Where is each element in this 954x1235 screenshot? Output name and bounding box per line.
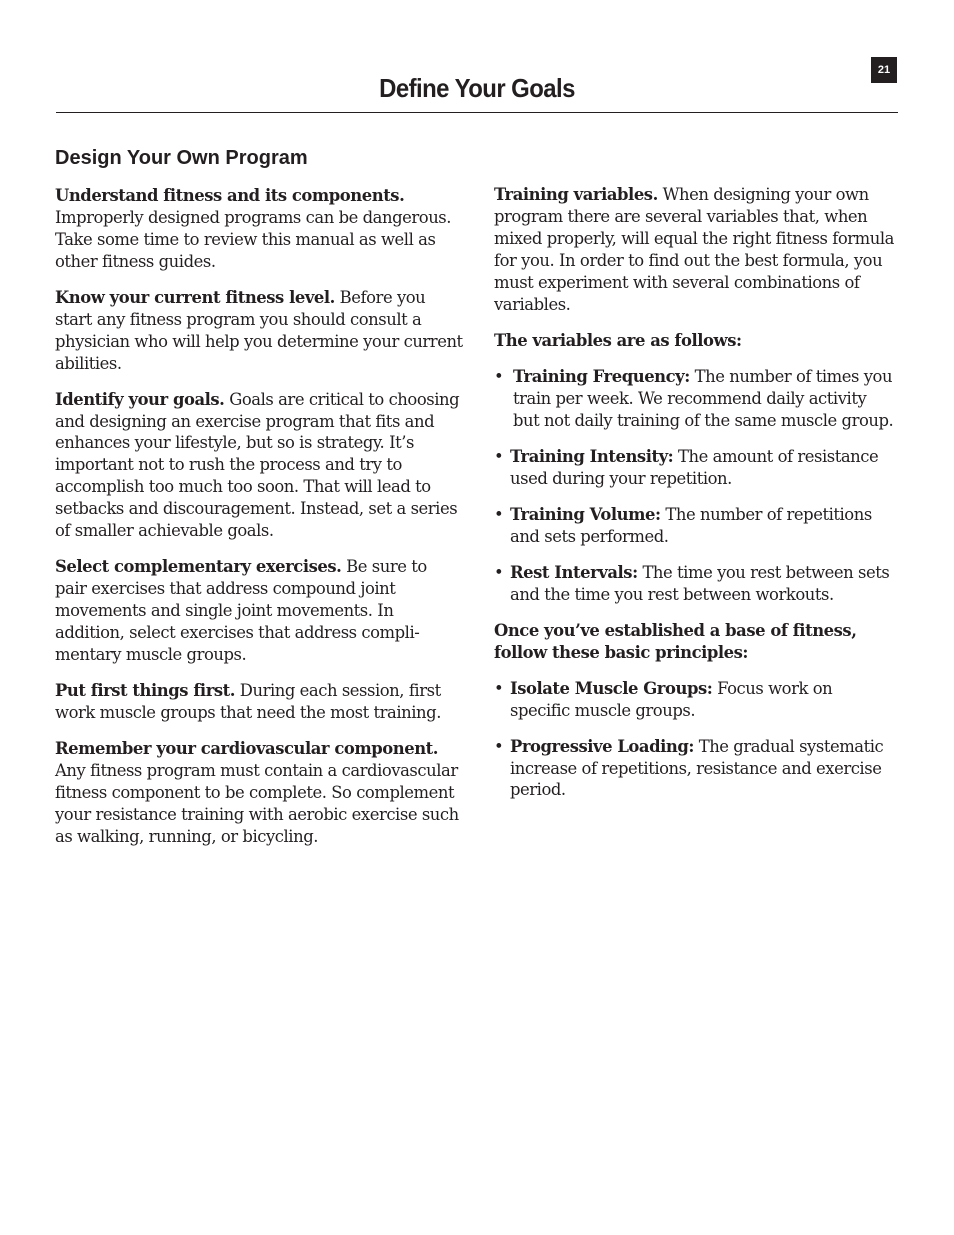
paragraph-text: Improperly designed programs can be dangerous. Take some time to review this manual as well as other fitness guides. xyxy=(55,207,452,271)
paragraph-training-variables xyxy=(494,184,894,315)
paragraph-lead: Remember your cardiovascular component. xyxy=(55,738,439,758)
bullet-marker: • xyxy=(494,562,504,582)
paragraph-lead: Know your current fitness level. xyxy=(55,287,335,307)
bullet-marker: • xyxy=(494,366,504,386)
bullet-item-training-intensity xyxy=(494,446,894,490)
paragraph-lead: Identify your goals. xyxy=(55,389,225,409)
bullet-text: The gradual systematic increase of repetitions, resistance and exercise period. xyxy=(510,736,884,800)
page-number: 21 xyxy=(871,57,897,83)
paragraph-first-things-first xyxy=(55,680,463,724)
bullet-term: Progressive Loading: xyxy=(510,736,694,756)
principles-heading: Once you’ve established a base of fitness, follow these basic principles: xyxy=(494,620,857,662)
bullet-text: The amount of resistance used during your repetition. xyxy=(510,446,879,488)
bullet-item-training-frequency xyxy=(494,366,894,432)
bullet-term: Training Intensity: xyxy=(510,446,674,466)
paragraph-text: During each session, first work muscle groups that need the most training. xyxy=(55,680,441,722)
bullet-text: Focus work on specific muscle groups. xyxy=(510,678,833,720)
section-heading: Design Your Own Program xyxy=(55,147,308,169)
bullet-item-isolate-muscle-groups xyxy=(494,678,894,722)
paragraph-lead: Select complementary exercises. xyxy=(55,557,342,577)
paragraph-cardiovascular xyxy=(55,738,463,848)
paragraph-text: Any fitness program must contain a cardiovascular fitness component to be complete. So complement your resistance training with aerobic exercise such as walking, running, or bicycling. xyxy=(55,760,459,846)
paragraph-text: When designing your own program there are several variables that, when mixed properly, will equal the right fitness formula for you. In order to find out the best formula, you must experiment with several combinations of variables. xyxy=(494,185,894,314)
bullet-text: The number of times you train per week. We recommend daily activity but not daily training of the same muscle group. xyxy=(513,366,894,430)
paragraph-lead: Training variables. xyxy=(494,185,658,204)
bullet-term: Training Volume: xyxy=(510,504,661,524)
right-column xyxy=(494,184,894,816)
bullet-term: Rest Intervals: xyxy=(510,562,638,582)
bullet-term: Isolate Muscle Groups: xyxy=(510,678,713,698)
bullet-marker: • xyxy=(494,736,504,756)
bullet-item-rest-intervals xyxy=(494,562,894,606)
paragraph-understand-fitness xyxy=(55,185,463,273)
paragraph-identify-goals xyxy=(55,389,463,542)
bullet-text: The time you rest between sets and the time you rest between workouts. xyxy=(510,562,890,604)
bullet-item-progressive-loading xyxy=(494,736,894,802)
bullet-marker: • xyxy=(494,678,504,698)
bullet-marker: • xyxy=(494,446,504,466)
page-title: Define Your Goals xyxy=(379,73,575,103)
paragraph-complementary-exercises xyxy=(55,556,463,666)
bullet-item-training-volume xyxy=(494,504,894,548)
paragraph-text: Be sure to pair exercises that address compound joint movements and single joint movements. In addition, select exercises that address compli-mentary muscle groups. xyxy=(55,557,427,664)
bullet-marker: • xyxy=(494,504,504,524)
paragraph-current-fitness xyxy=(55,287,463,375)
paragraph-text: Before you start any fitness program you should consult a physician who will help you determine your current abilities. xyxy=(55,287,463,373)
variables-heading: The variables are as follows: xyxy=(494,330,742,350)
paragraph-lead: Understand fitness and its components. xyxy=(55,186,405,205)
bullet-text: The number of repetitions and sets performed. xyxy=(510,504,872,546)
bullet-term: Training Frequency: xyxy=(513,366,690,386)
paragraph-lead: Put first things first. xyxy=(55,680,236,700)
left-column xyxy=(55,185,463,862)
paragraph-text: Goals are critical to choosing and designing an exercise program that fits and enhances your lifestyle, but so is strategy. It’s important not to rush the process and try to accomplish too much too soon. That will lead to setbacks and discouragement. Instead, set a series of smaller achievable goals. xyxy=(55,389,460,541)
title-divider xyxy=(56,112,898,113)
